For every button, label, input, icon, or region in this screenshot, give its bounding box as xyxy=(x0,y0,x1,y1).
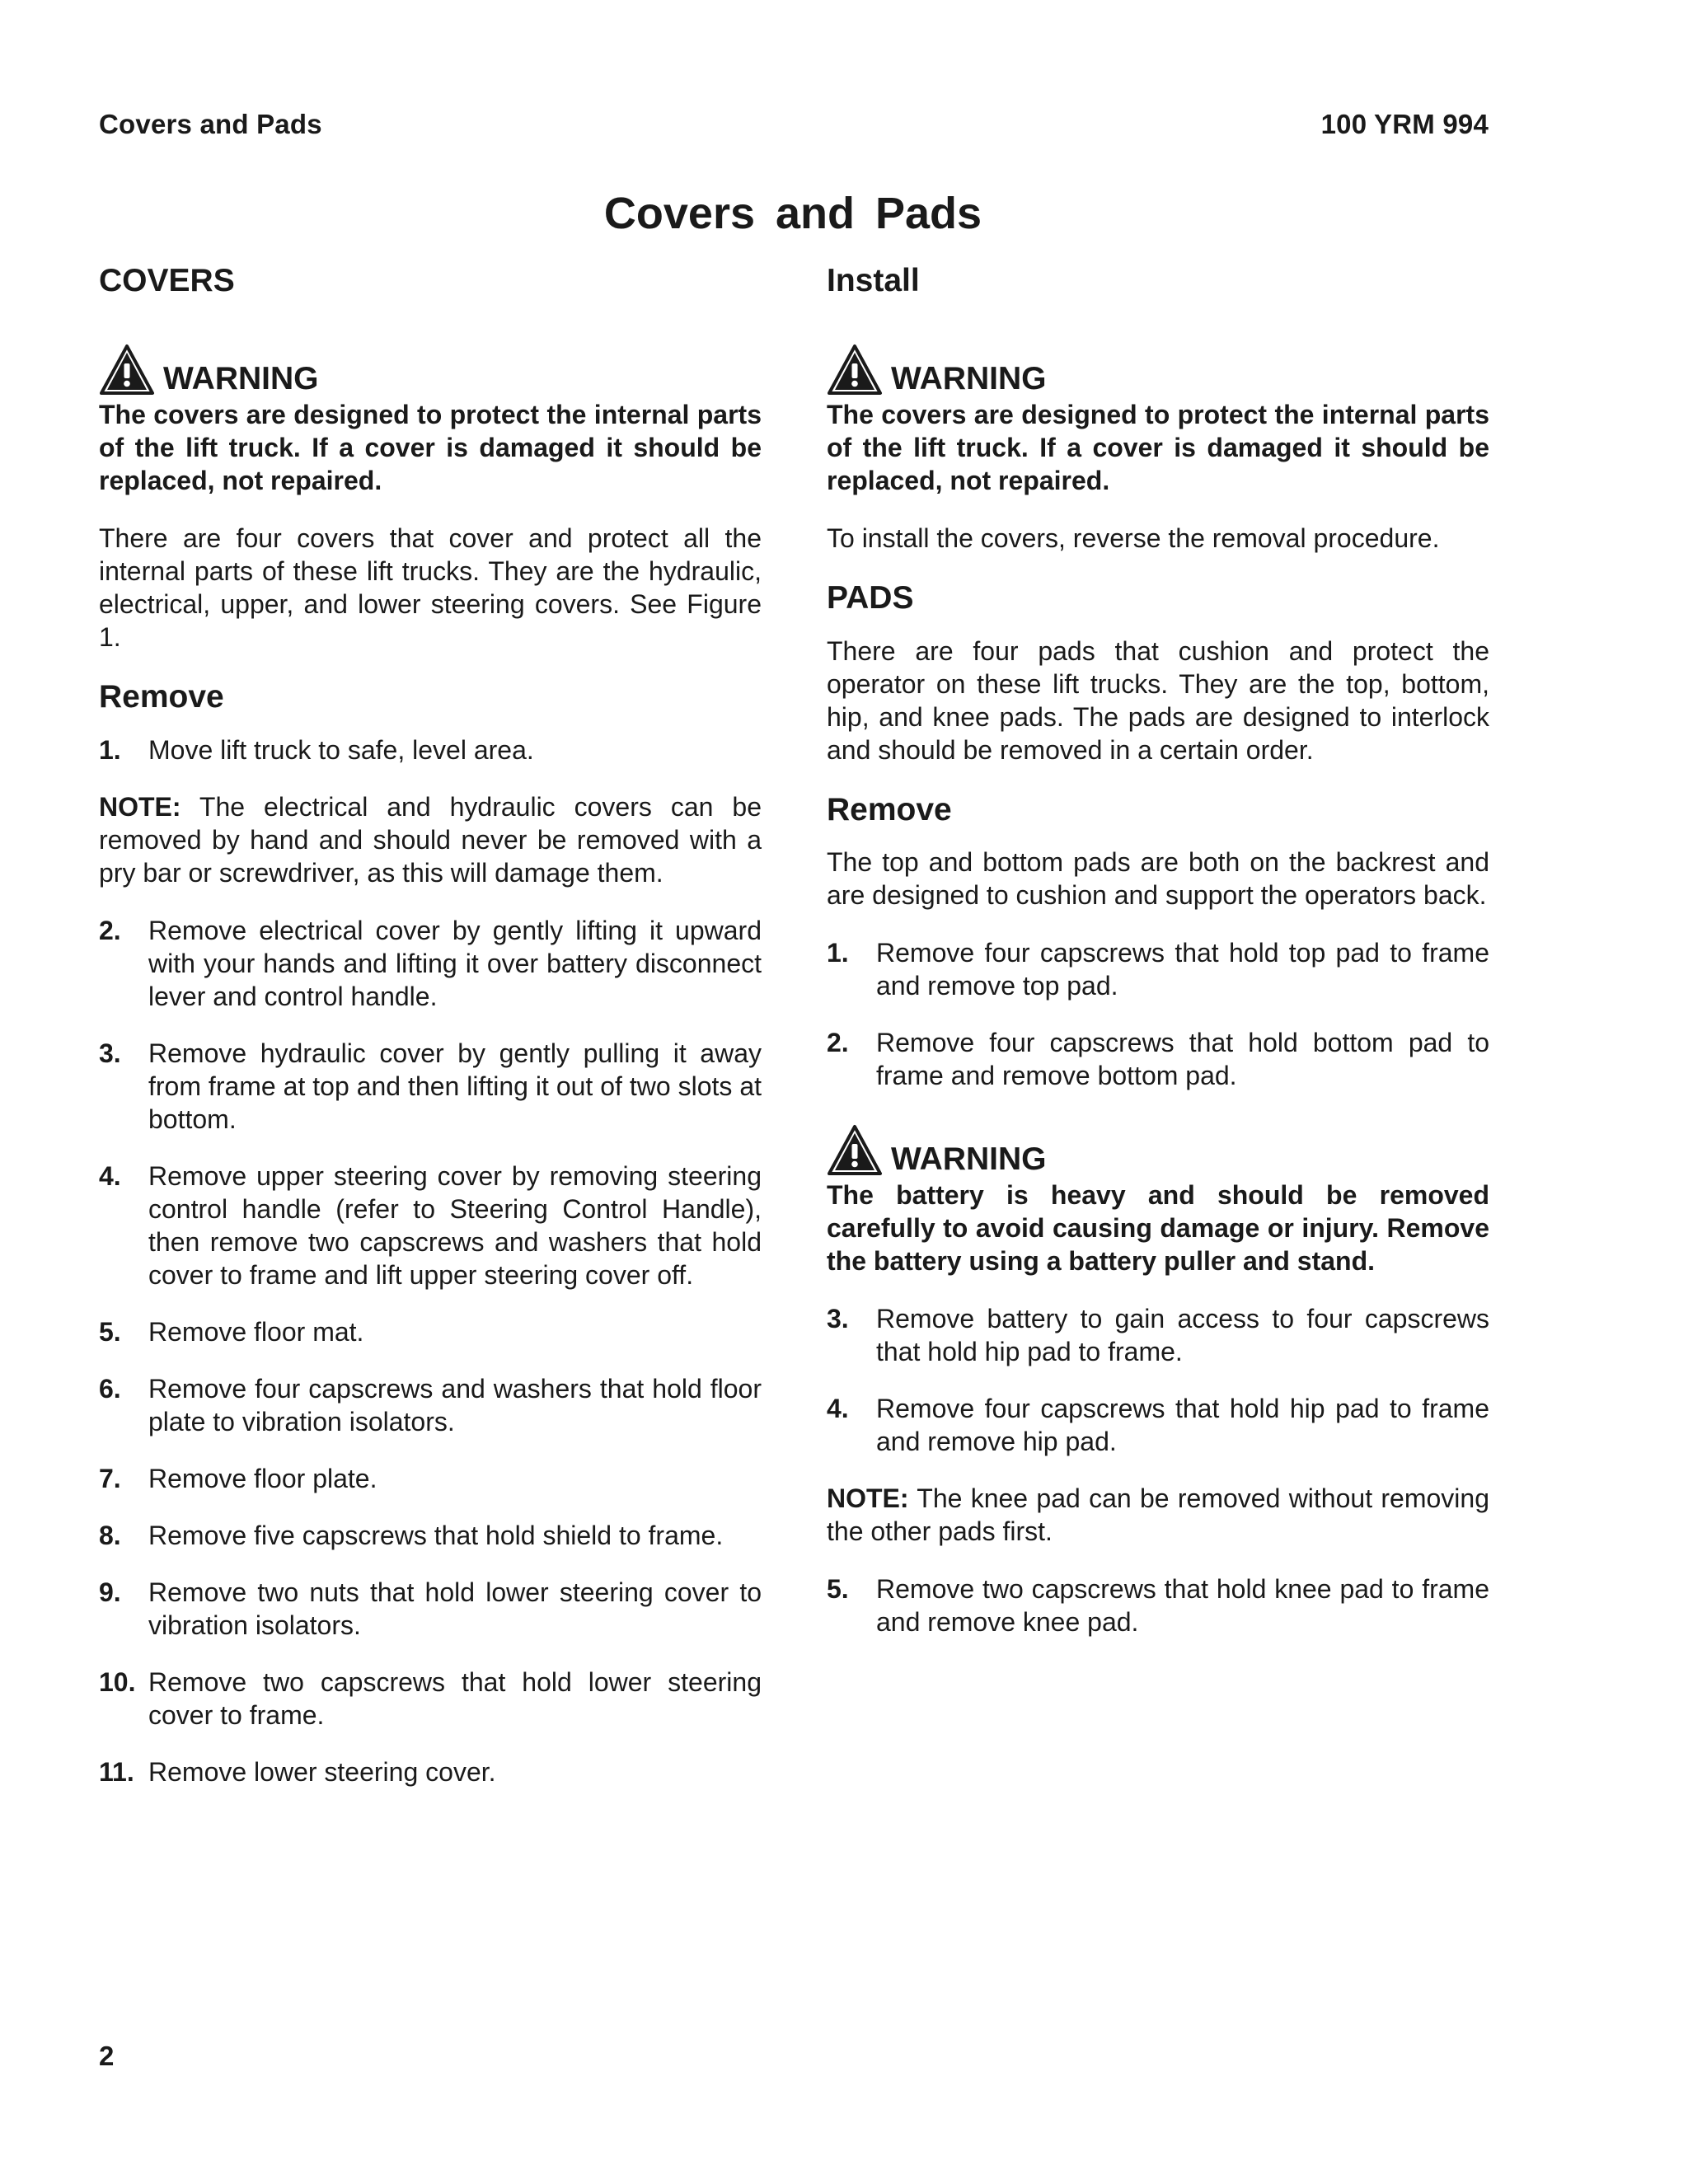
step-text: Remove upper steering cover by removing steering control handle (refer to Steering Control Handle), then remove two capscrews and washers that hold cover to frame and lift upper steering cover off. xyxy=(148,1160,762,1290)
step-text: Remove four capscrews that hold bottom pad to frame and remove bottom pad. xyxy=(876,1028,1489,1091)
list-item xyxy=(827,1302,1489,1368)
warning-text: The covers are designed to protect the internal parts of the lift truck. If a cover is damaged it should be replaced, not repaired. xyxy=(827,399,1489,495)
step-number: 4. xyxy=(99,1160,121,1191)
list-item xyxy=(99,1755,762,1788)
list-item xyxy=(99,1519,762,1552)
step-number: 2. xyxy=(99,915,121,945)
step-number: 1. xyxy=(827,938,849,968)
step-text: Remove four capscrews and washers that hold floor plate to vibration isolators. xyxy=(148,1373,762,1436)
step-number: 2. xyxy=(827,1028,849,1058)
step-text: Remove two capscrews that hold lower steering cover to frame. xyxy=(148,1666,762,1730)
pads-heading: PADS xyxy=(827,579,914,616)
warning-icon xyxy=(99,344,155,396)
step-text: Remove floor plate. xyxy=(148,1463,377,1493)
step-number: 3. xyxy=(827,1304,849,1334)
page-title: Covers and Pads xyxy=(603,189,982,238)
step-text: Remove five capscrews that hold shield to frame. xyxy=(148,1520,724,1550)
warning-label: WARNING xyxy=(891,360,1047,396)
warning-header xyxy=(827,1116,1489,1177)
step-number: 11. xyxy=(99,1756,134,1787)
step-text: Remove two nuts that hold lower steering cover to vibration isolators. xyxy=(148,1577,762,1640)
left-column xyxy=(99,262,762,1812)
install-heading: Install xyxy=(827,263,920,298)
step-text: Remove electrical cover by gently lifting it upward with your hands and lifting it over battery disconnect lever and control handle. xyxy=(148,915,762,1011)
install-text: To install the covers, reverse the removal procedure. xyxy=(827,523,1440,553)
note-paragraph xyxy=(99,790,762,889)
step-number: 9. xyxy=(99,1577,121,1607)
list-item xyxy=(99,1160,762,1291)
pads-intro: There are four pads that cushion and protect the operator on these lift trucks. They are the top, bottom, hip, and knee pads. The pads are designed to interlock and should be removed in a certain order. xyxy=(827,635,1489,765)
list-item xyxy=(99,1372,762,1438)
step-number: 3. xyxy=(99,1038,121,1068)
note-text: The knee pad can be removed without removing the other pads first. xyxy=(827,1483,1489,1547)
step-text: Remove battery to gain access to four capscrews that hold hip pad to frame. xyxy=(876,1304,1489,1367)
step-text: Remove lower steering cover. xyxy=(148,1756,496,1787)
step-number: 5. xyxy=(827,1574,849,1605)
note-text: The electrical and hydraulic covers can be removed by hand and should never be removed with a pry bar or screwdriver, as this will damage them. xyxy=(99,791,762,888)
list-item xyxy=(99,1666,762,1732)
note-label: NOTE: xyxy=(99,791,181,822)
list-item xyxy=(99,914,762,1013)
list-item xyxy=(99,1576,762,1642)
running-head-left: Covers and Pads xyxy=(99,109,322,139)
warning-text: The covers are designed to protect the internal parts of the lift truck. If a cover is damaged it should be replaced, not repaired. xyxy=(99,399,762,495)
step-number: 8. xyxy=(99,1520,121,1550)
step-text: Move lift truck to safe, level area. xyxy=(148,734,534,765)
warning-header xyxy=(827,335,1489,396)
list-item xyxy=(827,936,1489,1002)
list-item xyxy=(99,1037,762,1136)
running-head-right: 100 YRM 994 xyxy=(1320,109,1489,139)
warning-text: The battery is heavy and should be removed carefully to avoid causing damage or injury. Remove the battery using a battery puller and stand. xyxy=(827,1180,1489,1277)
covers-heading: COVERS xyxy=(99,263,235,298)
note-label: NOTE: xyxy=(827,1483,909,1514)
step-number: 4. xyxy=(827,1394,849,1424)
right-column xyxy=(827,262,1489,1662)
warning-icon xyxy=(827,1124,883,1177)
warning-icon xyxy=(827,344,883,396)
step-number: 1. xyxy=(99,734,121,765)
list-item xyxy=(827,1026,1489,1092)
step-number: 10. xyxy=(99,1666,136,1697)
note-paragraph xyxy=(827,1482,1489,1548)
warning-label: WARNING xyxy=(891,1141,1047,1178)
pads-remove-heading: Remove xyxy=(827,791,952,827)
step-text: Remove four capscrews that hold hip pad to frame and remove hip pad. xyxy=(876,1394,1489,1457)
pads-remove-intro: The top and bottom pads are both on the backrest and are designed to cushion and support the operators back. xyxy=(827,847,1489,911)
list-item xyxy=(827,1572,1489,1638)
step-number: 7. xyxy=(99,1463,121,1493)
step-text: Remove four capscrews that hold top pad to frame and remove top pad. xyxy=(876,938,1489,1001)
step-text: Remove hydraulic cover by gently pulling it away from frame at top and then lifting it out of two slots at bottom. xyxy=(148,1038,762,1134)
warning-label: WARNING xyxy=(163,360,319,396)
step-number: 6. xyxy=(99,1373,121,1404)
list-item xyxy=(99,733,762,766)
warning-header xyxy=(99,335,762,396)
step-number: 5. xyxy=(99,1316,121,1347)
list-item xyxy=(99,1315,762,1348)
page-number: 2 xyxy=(99,2041,115,2071)
step-text: Remove floor mat. xyxy=(148,1316,364,1347)
list-item xyxy=(827,1392,1489,1458)
remove-heading: Remove xyxy=(99,678,224,715)
list-item xyxy=(99,1462,762,1495)
step-text: Remove two capscrews that hold knee pad to frame and remove knee pad. xyxy=(876,1574,1489,1638)
covers-intro: There are four covers that cover and protect all the internal parts of these lift trucks. They are the hydraulic, electrical, upper, and lower steering covers. See Figure 1. xyxy=(99,523,762,652)
